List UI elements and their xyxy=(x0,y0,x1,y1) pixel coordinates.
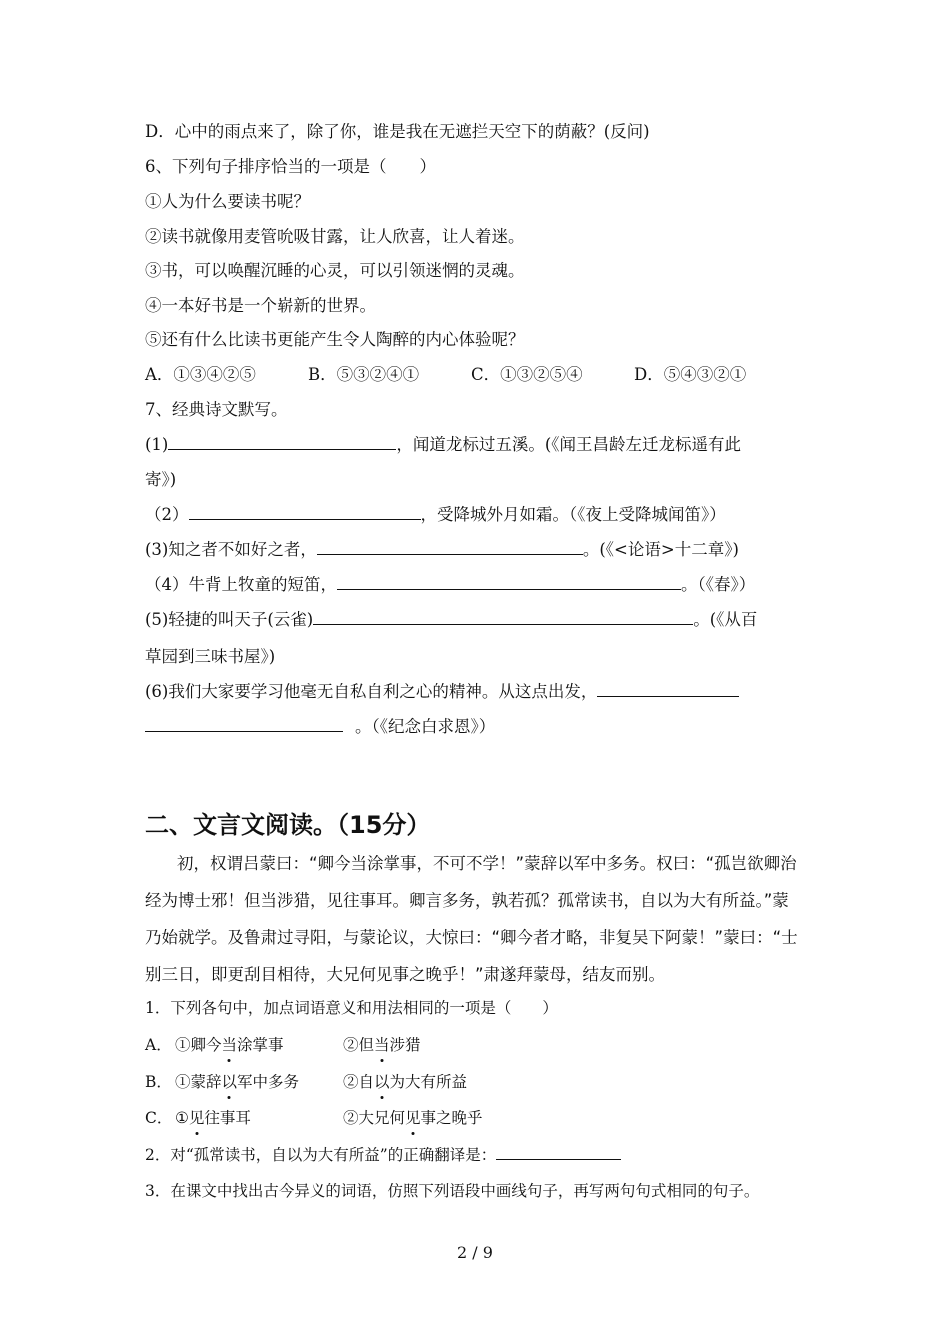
poem-6-text: (6)我们大家要学习他毫无自私自利之心的精神。从这点出发， xyxy=(145,682,598,701)
q1-option-b[interactable] xyxy=(145,1070,467,1094)
q1-option-b-label: B． xyxy=(145,1073,172,1091)
poem-3-source: 。(《<论语>十二章》) xyxy=(582,540,739,559)
emphasis-word: 以 xyxy=(374,1070,390,1094)
poem-4-blank[interactable] xyxy=(337,573,681,590)
question-6: 6、下列句子排序恰当的一项是（ ） xyxy=(145,157,436,176)
q2-text: 2．对“孤常读书，自以为大有所益”的正确翻译是： xyxy=(145,1146,497,1164)
b1-text: 军中多务 xyxy=(237,1073,300,1091)
poem-1 xyxy=(145,433,741,457)
poem-2-number: （2） xyxy=(145,505,189,524)
poem-6-blank-a[interactable] xyxy=(597,680,739,697)
c2-text: ②大兄何 xyxy=(343,1109,406,1127)
sub-question-2 xyxy=(145,1143,621,1167)
poem-3-blank[interactable] xyxy=(317,538,583,555)
poem-2-blank[interactable] xyxy=(189,503,421,520)
page-number: 2 / 9 xyxy=(457,1243,493,1262)
passage-line: 乃始就学。及鲁肃过寻阳，与蒙论议，大惊曰：“卿今者才略，非复吴下阿蒙！”蒙曰：“士 xyxy=(145,928,798,947)
question-7: 7、经典诗文默写。 xyxy=(145,400,288,419)
q6-item: ⑤还有什么比读书更能产生令人陶醉的内心体验呢？ xyxy=(145,330,525,349)
a2-text: 涉猎 xyxy=(389,1036,421,1054)
q1-option-a-label: A． xyxy=(145,1036,172,1054)
sub-question-1: 1．下列各句中，加点词语意义和用法相同的一项是（ ） xyxy=(145,999,558,1017)
poem-2 xyxy=(145,503,726,527)
b1-text: ①蒙辞 xyxy=(175,1073,222,1091)
q1-option-c[interactable] xyxy=(145,1106,483,1130)
emphasis-word: 当 xyxy=(222,1033,238,1057)
b2-text: 为大有所益 xyxy=(389,1073,468,1091)
section-heading: 二、文言文阅读。（15分） xyxy=(145,811,431,839)
poem-4 xyxy=(145,573,755,597)
c2-text: 事之晚乎 xyxy=(420,1109,483,1127)
poem-5-blank[interactable] xyxy=(313,608,693,625)
q6-item: ②读书就像用麦管吮吸甘露，让人欣喜，让人着迷。 xyxy=(145,227,525,246)
q6-option-d[interactable]: D．⑤④③②① xyxy=(634,365,747,384)
a2-text: ②但 xyxy=(343,1036,375,1054)
passage-line: 经为博士邪！但当涉猎，见往事耳。卿言多务，孰若孤？孤常读书，自以为大有所益。”蒙 xyxy=(145,891,789,910)
q6-option-a[interactable]: A．①③④②⑤ xyxy=(145,365,256,384)
poem-4-text: （4）牛背上牧童的短笛， xyxy=(145,575,337,594)
poem-6-source: 。（《纪念白求恩》） xyxy=(355,717,496,736)
poem-6 xyxy=(145,680,739,704)
c1-text: ① xyxy=(175,1109,189,1127)
poem-1-blank[interactable] xyxy=(168,433,396,450)
poem-3-text: (3)知之者不如好之者， xyxy=(145,540,317,559)
poem-1-text: ，闻道龙标过五溪。(《闻王昌龄左迁龙标遥有此 xyxy=(396,435,742,454)
poem-4-source: 。（《春》） xyxy=(681,575,756,594)
q6-options xyxy=(145,363,746,387)
poem-3 xyxy=(145,538,739,562)
q2-answer-blank[interactable] xyxy=(496,1143,621,1160)
poem-5-text: (5)轻捷的叫天子(云雀) xyxy=(145,610,314,629)
b2-text: ②自 xyxy=(343,1073,375,1091)
q1-option-a[interactable] xyxy=(145,1033,421,1057)
poem-2-text: ，受降城外月如霜。（《夜上受降城闻笛》） xyxy=(420,505,726,524)
q6-option-b[interactable]: B．⑤③②④① xyxy=(308,365,420,384)
q6-item: ③书，可以唤醒沉睡的心灵，可以引领迷惘的灵魂。 xyxy=(145,261,525,280)
poem-5-cont: 草园到三味书屋》) xyxy=(145,647,276,666)
passage-line: 别三日，即更刮目相待，大兄何见事之晚乎！”肃遂拜蒙母，结友而别。 xyxy=(145,965,666,984)
emphasis-word: 以 xyxy=(222,1070,238,1094)
q6-item: ④一本好书是一个崭新的世界。 xyxy=(145,296,376,315)
passage-line: 初，权谓吕蒙曰：“卿今当涂掌事，不可不学！”蒙辞以军中多务。权曰：“孤岂欲卿治 xyxy=(177,854,797,873)
sub-question-3: 3．在课文中找出古今异义的词语，仿照下列语段中画线句子，再写两句句式相同的句子。 xyxy=(145,1182,760,1200)
emphasis-word: 当 xyxy=(374,1033,390,1057)
poem-6-cont xyxy=(145,715,495,739)
poem-6-blank-b[interactable] xyxy=(145,715,343,732)
poem-1-cont: 寄》) xyxy=(145,470,177,489)
d-option: D．心中的雨点来了，除了你，谁是我在无遮拦天空下的荫蔽？(反问) xyxy=(145,122,650,141)
q1-option-c-label: C． xyxy=(145,1109,173,1127)
a1-text: ①卿今 xyxy=(175,1036,222,1054)
q6-option-c[interactable]: C．①③②⑤④ xyxy=(471,365,583,384)
q6-item: ①人为什么要读书呢？ xyxy=(145,192,310,211)
emphasis-word: 见 xyxy=(405,1106,421,1130)
poem-5 xyxy=(145,608,757,632)
emphasis-word: 见 xyxy=(189,1106,205,1130)
poem-1-number: (1) xyxy=(145,435,169,454)
a1-text: 涂掌事 xyxy=(237,1036,284,1054)
poem-5-source: 。(《从百 xyxy=(693,610,758,629)
c1-text: 往事耳 xyxy=(204,1109,251,1127)
